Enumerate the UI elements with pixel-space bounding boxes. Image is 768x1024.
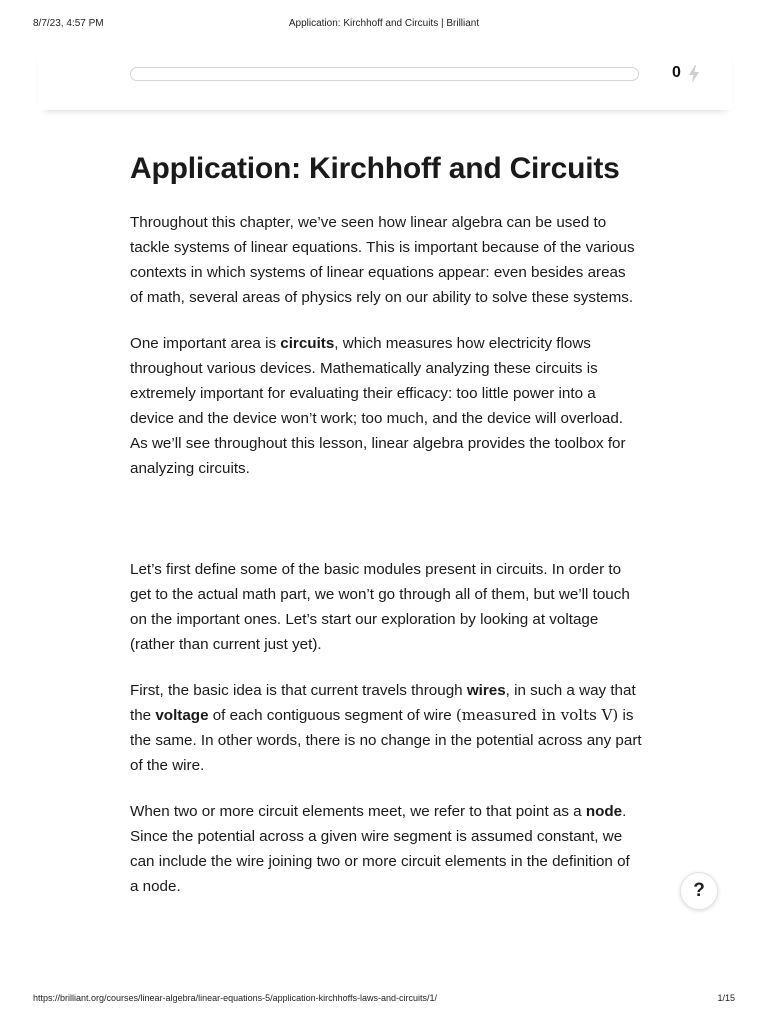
page-number: 1/15 — [717, 993, 735, 1003]
print-page-title: Application: Kirchhoff and Circuits | Brilliant — [288, 18, 480, 29]
lesson-progress-bar — [130, 67, 639, 81]
paragraph-intro: Throughout this chapter, we’ve seen how linear algebra can be used to tackle systems of linear equations. This is important because of the various contexts in which systems of linear equations appear: even besides areas of math, several areas of physics rely on our ability to solve these systems. — [130, 214, 635, 306]
term-wires: wires — [466, 682, 506, 699]
text-run: , which measures how electricity flows throughout various devices. Mathematically analyzing these circuits is extremely important for evaluating their efficacy: too little power into a device and the device won’t work; too much, and the device will overload. As we’ll see throughout this lesson, linear algebra provides the toolbox for analyzing circuits. — [130, 335, 626, 477]
paragraph-circuits — [130, 331, 642, 481]
print-date: 8/7/23, 4:57 PM — [33, 18, 104, 29]
text-run: , in such a way that the — [130, 682, 636, 724]
math-volts: (measured in volts V) — [455, 706, 619, 724]
text-run: is the same. In other words, there is no change in the potential across any part of the wire. — [130, 707, 642, 774]
print-footer — [0, 993, 768, 1007]
print-header — [0, 18, 768, 32]
lesson-content — [130, 150, 642, 899]
help-button[interactable]: ? — [680, 872, 718, 910]
paragraph-wires — [130, 678, 642, 778]
term-voltage: voltage — [155, 707, 209, 724]
paragraph-node — [130, 799, 642, 899]
text-run: When two or more circuit elements meet, we refer to that point as a — [130, 803, 586, 820]
paragraph-modules: Let’s first define some of the basic modules present in circuits. In order to get to the actual math part, we won’t go through all of them, but we’ll touch on the important ones. Let’s start our exploration by looking at voltage (rather than current just yet). — [130, 561, 630, 653]
page-url: https://brilliant.org/courses/linear-algebra/linear-equations-5/application-kirchhoffs-laws-and-circuits/1/ — [33, 993, 438, 1003]
text-run: of each contiguous segment of wire — [208, 707, 456, 724]
text-run: First, the basic idea is that current travels through — [130, 682, 467, 699]
term-circuits: circuits — [280, 335, 335, 352]
text-run: . Since the potential across a given wire segment is assumed constant, we can include the wire joining two or more circuit elements in the definition of a node. — [130, 803, 630, 895]
energy-score: 0 — [672, 64, 681, 81]
bolt-icon — [688, 65, 700, 83]
lesson-topbar — [38, 44, 732, 110]
text-run: One important area is — [130, 335, 281, 352]
term-node: node — [585, 803, 623, 820]
page-title: Application: Kirchhoff and Circuits — [130, 152, 620, 185]
